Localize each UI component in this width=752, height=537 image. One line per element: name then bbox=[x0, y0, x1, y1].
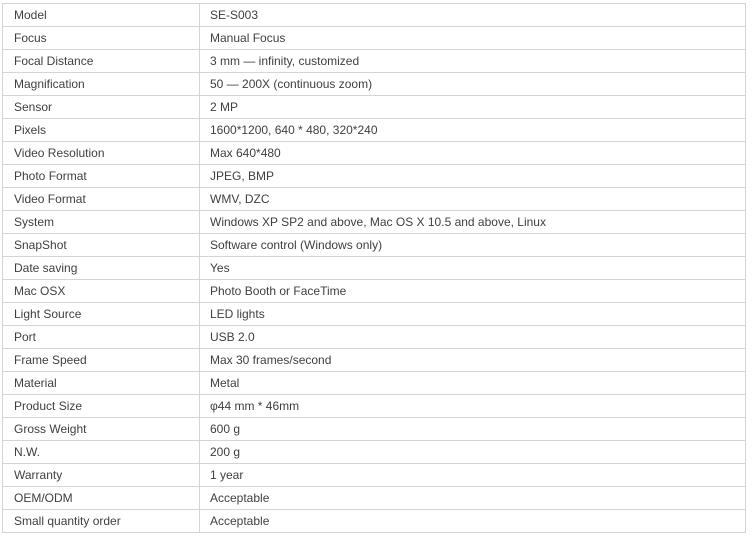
spec-label-cell: Focus bbox=[3, 27, 200, 50]
spec-label-cell: Small quantity order bbox=[3, 510, 200, 533]
spec-label-cell: Mac OSX bbox=[3, 280, 200, 303]
spec-value-cell: φ44 mm * 46mm bbox=[200, 395, 746, 418]
spec-label-cell: Light Source bbox=[3, 303, 200, 326]
spec-table-container bbox=[2, 3, 746, 533]
spec-value-cell: 200 g bbox=[200, 441, 746, 464]
spec-value-cell: Yes bbox=[200, 257, 746, 280]
spec-label-cell: Material bbox=[3, 372, 200, 395]
table-row bbox=[3, 142, 746, 165]
spec-label-cell: N.W. bbox=[3, 441, 200, 464]
table-row bbox=[3, 234, 746, 257]
spec-label-cell: Photo Format bbox=[3, 165, 200, 188]
spec-label-cell: OEM/ODM bbox=[3, 487, 200, 510]
spec-label-cell: System bbox=[3, 211, 200, 234]
spec-value-cell: LED lights bbox=[200, 303, 746, 326]
table-row bbox=[3, 280, 746, 303]
spec-label-cell: Video Format bbox=[3, 188, 200, 211]
table-row bbox=[3, 372, 746, 395]
spec-value-cell: JPEG, BMP bbox=[200, 165, 746, 188]
table-row bbox=[3, 418, 746, 441]
table-row bbox=[3, 96, 746, 119]
spec-value-cell: Max 30 frames/second bbox=[200, 349, 746, 372]
table-row bbox=[3, 50, 746, 73]
spec-label-cell: Gross Weight bbox=[3, 418, 200, 441]
table-row bbox=[3, 303, 746, 326]
table-row bbox=[3, 510, 746, 533]
spec-value-cell: Metal bbox=[200, 372, 746, 395]
spec-value-cell: SE-S003 bbox=[200, 4, 746, 27]
table-row bbox=[3, 4, 746, 27]
spec-label-cell: Video Resolution bbox=[3, 142, 200, 165]
table-row bbox=[3, 119, 746, 142]
spec-value-cell: USB 2.0 bbox=[200, 326, 746, 349]
table-row bbox=[3, 326, 746, 349]
spec-value-cell: 3 mm — infinity, customized bbox=[200, 50, 746, 73]
table-row bbox=[3, 349, 746, 372]
spec-label-cell: Model bbox=[3, 4, 200, 27]
table-row bbox=[3, 165, 746, 188]
spec-value-cell: 2 MP bbox=[200, 96, 746, 119]
spec-label-cell: SnapShot bbox=[3, 234, 200, 257]
spec-label-cell: Focal Distance bbox=[3, 50, 200, 73]
spec-label-cell: Frame Speed bbox=[3, 349, 200, 372]
spec-value-cell: 1600*1200, 640 * 480, 320*240 bbox=[200, 119, 746, 142]
table-row bbox=[3, 257, 746, 280]
table-row bbox=[3, 395, 746, 418]
spec-value-cell: 600 g bbox=[200, 418, 746, 441]
spec-label-cell: Port bbox=[3, 326, 200, 349]
spec-value-cell: WMV, DZC bbox=[200, 188, 746, 211]
spec-label-cell: Magnification bbox=[3, 73, 200, 96]
spec-value-cell: Acceptable bbox=[200, 510, 746, 533]
spec-value-cell: Acceptable bbox=[200, 487, 746, 510]
spec-value-cell: Software control (Windows only) bbox=[200, 234, 746, 257]
table-row bbox=[3, 188, 746, 211]
table-row bbox=[3, 487, 746, 510]
spec-label-cell: Date saving bbox=[3, 257, 200, 280]
spec-value-cell: 50 — 200X (continuous zoom) bbox=[200, 73, 746, 96]
spec-value-cell: Manual Focus bbox=[200, 27, 746, 50]
spec-value-cell: Photo Booth or FaceTime bbox=[200, 280, 746, 303]
spec-label-cell: Sensor bbox=[3, 96, 200, 119]
spec-label-cell: Pixels bbox=[3, 119, 200, 142]
spec-value-cell: Windows XP SP2 and above, Mac OS X 10.5 and above, Linux bbox=[200, 211, 746, 234]
spec-value-cell: Max 640*480 bbox=[200, 142, 746, 165]
table-row bbox=[3, 73, 746, 96]
table-row bbox=[3, 441, 746, 464]
table-row bbox=[3, 464, 746, 487]
spec-table bbox=[2, 3, 746, 533]
table-row bbox=[3, 211, 746, 234]
table-row bbox=[3, 27, 746, 50]
spec-label-cell: Warranty bbox=[3, 464, 200, 487]
spec-value-cell: 1 year bbox=[200, 464, 746, 487]
spec-label-cell: Product Size bbox=[3, 395, 200, 418]
spec-table-body bbox=[3, 4, 746, 533]
